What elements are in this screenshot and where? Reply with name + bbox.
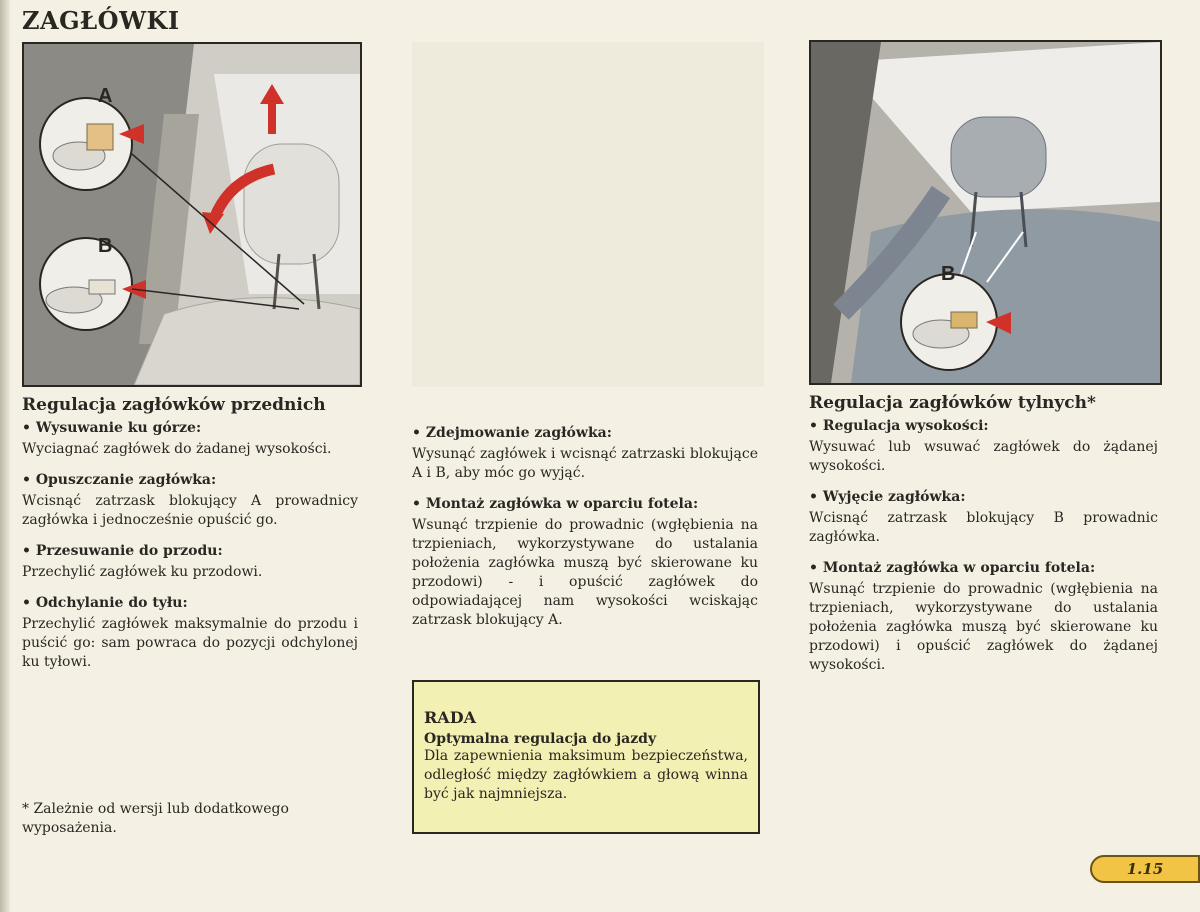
- figure-label-b: B: [98, 235, 113, 257]
- section-text: Wcisnąć zatrzask blokujący A prowadnicy zagłówka i jednocześnie opuścić go.: [22, 493, 358, 528]
- section-title: • Przesuwanie do przodu:: [22, 543, 223, 559]
- front-headrest-instructions: [22, 396, 358, 684]
- front-headrest-figure: [22, 42, 362, 387]
- section-text: Wcisnąć zatrzask blokujący B prowadnic zagłówka.: [809, 510, 1158, 545]
- advice-box: [412, 680, 760, 834]
- section-text: Przechylić zagłówek ku przodowi.: [22, 564, 263, 580]
- section-text: Wysuwać lub wsuwać zagłówek do żądanej wysokości.: [809, 439, 1158, 474]
- section-text: Wsunąć trzpienie do prowadnic (wgłębienia na trzpieniach, wykorzystywane do ustalania położenia zagłówka muszą być skierowane ku przodowi) i opuścić zagłówek do żądanej wysokości.: [809, 581, 1158, 673]
- page-number-tab: 1.15: [1090, 855, 1200, 883]
- rear-headrest-heading: Regulacja zagłówków tylnych*: [809, 393, 1096, 413]
- section-title: • Opuszczanie zagłówka:: [22, 472, 217, 488]
- section-title: • Regulacja wysokości:: [809, 418, 989, 434]
- section-text: Wyciagnać zagłówek do żadanej wysokości.: [22, 441, 332, 457]
- section-title: • Wyjęcie zagłówka:: [809, 489, 966, 505]
- figure-label-a: A: [98, 85, 113, 107]
- page-title: ZAGŁÓWKI: [22, 6, 180, 35]
- advice-title: RADA: [424, 708, 476, 727]
- section-title: • Odchylanie do tyłu:: [22, 595, 188, 611]
- advice-text: Dla zapewnienia maksimum bezpieczeństwa, odległość między zagłówkiem a głową winna być jak najmniejsza.: [424, 748, 748, 802]
- figure-label-b-rear: B: [941, 263, 956, 285]
- section-text: Przechylić zagłówek maksymalnie do przodu i puścić go: sam powraca do pozycji odchylonej ku tyłowi.: [22, 616, 358, 670]
- page-edge-shadow: [0, 0, 10, 912]
- footnote: * Zależnie od wersji lub dodatkowego wyposażenia.: [22, 801, 289, 836]
- front-headrest-heading: Regulacja zagłówków przednich: [22, 395, 326, 415]
- section-text: Wysunąć zagłówek i wcisnąć zatrzaski blokujące A i B, aby móc go wyjąć.: [412, 446, 758, 481]
- removal-instructions: [412, 424, 758, 642]
- rear-headrest-instructions: [809, 394, 1158, 687]
- rear-headrest-figure: [809, 40, 1162, 385]
- section-title: • Montaż zagłówka w oparciu fotela:: [412, 496, 699, 512]
- section-title: • Wysuwanie ku górze:: [22, 420, 202, 436]
- faded-figure-placeholder: [412, 42, 764, 387]
- section-title: • Zdejmowanie zagłówka:: [412, 425, 612, 441]
- section-text: Wsunąć trzpienie do prowadnic (wgłębienia na trzpieniach, wykorzystywane do ustalania położenia zagłówka muszą być skierowane ku przodowi) - i opuścić zagłówek do odpowiadającej nam wysokości wciskając zatrzask blokujący A.: [412, 517, 758, 628]
- advice-subtitle: Optymalna regulacja do jazdy: [424, 731, 657, 747]
- section-title: • Montaż zagłówka w oparciu fotela:: [809, 560, 1096, 576]
